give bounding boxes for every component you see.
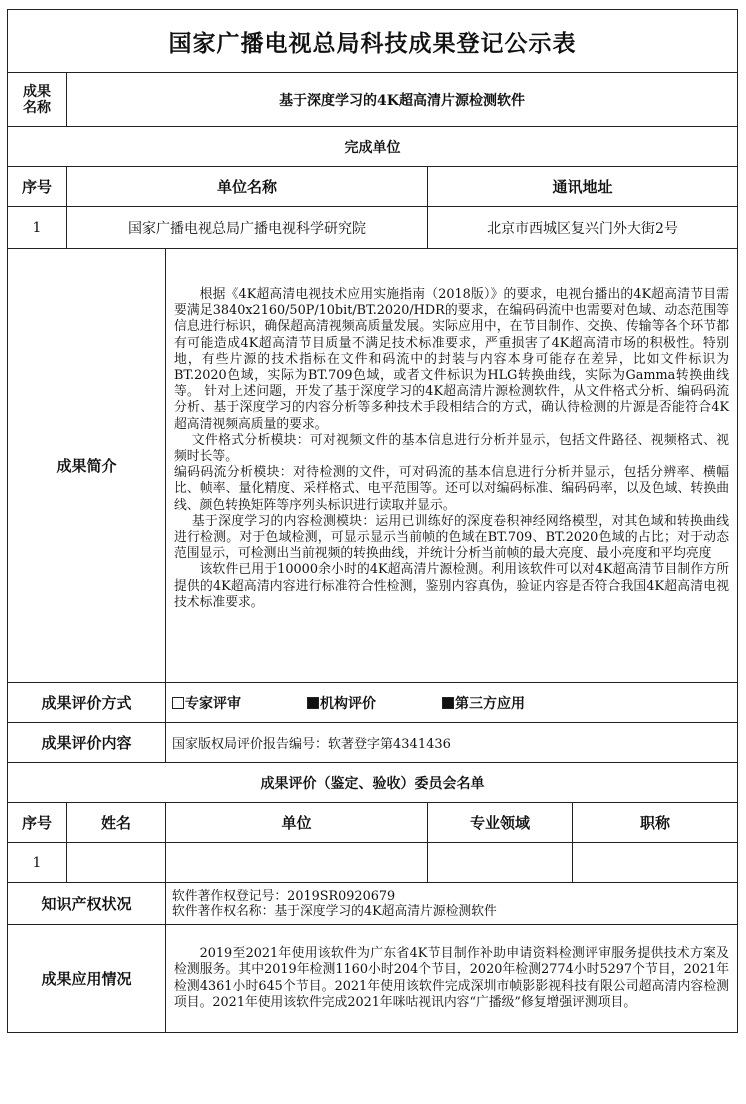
- units-section-title: 完成单位: [8, 127, 738, 167]
- checkbox-checked-icon: [307, 697, 319, 709]
- ip-status-content: [166, 883, 738, 925]
- units-row-no: 1: [8, 207, 67, 249]
- units-header-address: 通讯地址: [428, 167, 738, 207]
- committee-header-name: 姓名: [67, 803, 166, 843]
- summary-paragraph: 根据《4K超高清电视技术应用实施指南（2018版）》的要求，电视台播出的4K超高清节目需要满足3840x2160/50P/10bit/BT.2020/HDR的要求，在编码码流中也需要对色域、动态范围等信息进行标识，确保超高清视频高质量发展。实际应用中，在节目制作、交换、传输等各个环节都有可能造成4K超高清节目质量不满足技术标准要求，严重损害了4K超高清市场的积极性。特别地，有些片源的技术指标在文件和码流中的封装与内容本身可能存在差异，比如文件标识为BT.2020色域，实际为BT.709色域，或者文件标识为HLG转换曲线，实际为Gamma转换曲线等。 针对上述问题，开发了基于深度学习的4K超高清片源检测软件，从文件格式分析、编码码流分析、基于深度学习的内容分析等多种技术手段相结合的方式，确认待检测的片源是否能符合4K超高清视频高质量的要求。: [174, 287, 730, 432]
- committee-section-title: 成果评价（鉴定、验收）委员会名单: [8, 763, 738, 803]
- summary-label: 成果简介: [8, 249, 166, 683]
- units-row-address: 北京市西城区复兴门外大街2号: [428, 207, 738, 249]
- evaluation-option-label: 机构评价: [320, 695, 376, 712]
- units-header-row: [8, 167, 738, 207]
- achievement-name-label: 成果 名称: [8, 73, 67, 127]
- evaluation-option-label: 专家评审: [185, 695, 241, 712]
- committee-row-no: 1: [8, 843, 67, 883]
- form-table: [7, 9, 738, 1033]
- committee-row-title: [573, 843, 738, 883]
- committee-header-unit: 单位: [166, 803, 428, 843]
- achievement-name-value: 基于深度学习的4K超高清片源检测软件: [67, 73, 738, 127]
- registration-form: [7, 9, 737, 1033]
- summary-content: [166, 249, 738, 683]
- evaluation-option-institution: [307, 693, 442, 713]
- evaluation-content-label: 成果评价内容: [8, 723, 166, 763]
- committee-header-row: [8, 803, 738, 843]
- evaluation-option-third-party: [442, 693, 525, 713]
- committee-row-name: [67, 843, 166, 883]
- evaluation-method-label: 成果评价方式: [8, 683, 166, 723]
- units-row: [8, 207, 738, 249]
- evaluation-method-options: [166, 683, 738, 723]
- summary-paragraph: 文件格式分析模块：可对视频文件的基本信息进行分析并显示，包括文件路径、视频格式、视频时长等。: [174, 432, 730, 465]
- committee-row: [8, 843, 738, 883]
- summary-paragraph: 编码码流分析模块：对待检测的文件，可对码流的基本信息进行分析并显示，包括分辨率、横幅比、帧率、量化精度、采样格式、电平范围等。还可以对编码标准、编码码率，以及色域、转换曲线、颜色转换矩阵等序列头标识进行读取并显示。: [174, 465, 730, 513]
- committee-header-no: 序号: [8, 803, 67, 843]
- page-title: 国家广播电视总局科技成果登记公示表: [8, 10, 738, 73]
- summary-paragraph: 该软件已用于10000余小时的4K超高清片源检测。利用该软件可以对4K超高清节目制作方所提供的4K超高清内容进行标准符合性检测，鉴别内容真伪，验证内容是否符合我国4K超高清电视技术标准要求。: [174, 562, 730, 610]
- evaluation-option-label: 第三方应用: [455, 695, 525, 712]
- application-content: [166, 925, 738, 1033]
- committee-header-field: 专业领域: [428, 803, 573, 843]
- units-row-name: 国家广播电视总局广播电视科学研究院: [67, 207, 428, 249]
- summary-paragraph: 基于深度学习的内容检测模块：运用已训练好的深度卷积神经网络模型，对其色域和转换曲线进行检测。对于色域检测，可显示显示当前帧的色域在BT.709、BT.2020色域的占比；对于动态范围显示，可检测出当前视频的转换曲线，并统计分析当前帧的最大亮度、最小亮度和平均亮度: [174, 513, 730, 562]
- committee-row-field: [428, 843, 573, 883]
- ip-software-name: 软件著作权名称：基于深度学习的4K超高清片源检测软件: [172, 903, 497, 919]
- units-header-no: 序号: [8, 167, 67, 207]
- ip-registration-number: 软件著作权登记号：2019SR0920679: [172, 888, 396, 904]
- application-text: 2019至2021年使用该软件为广东省4K节目制作补助申请资料检测评审服务提供技术方案及检测服务。其中2019年检测1160小时204个节目，2020年检测2774小时5297个节目，2021年检测4361小时645个节目。2021年使用该软件完成深圳市帧影影视科技有限公司超高清内容检测项目。2021年使用该软件完成2021年咪咕视讯内容“广播级”修复增强评测项目。: [174, 945, 730, 1010]
- checkbox-unchecked-icon: [172, 697, 184, 709]
- ip-status-label: 知识产权状况: [8, 883, 166, 925]
- committee-header-title: 职称: [573, 803, 738, 843]
- application-label: 成果应用情况: [8, 925, 166, 1033]
- evaluation-content-value: 国家版权局评价报告编号：软著登字第4341436: [166, 723, 738, 763]
- committee-row-unit: [166, 843, 428, 883]
- checkbox-checked-icon: [442, 697, 454, 709]
- units-header-name: 单位名称: [67, 167, 428, 207]
- evaluation-option-expert: [172, 693, 307, 713]
